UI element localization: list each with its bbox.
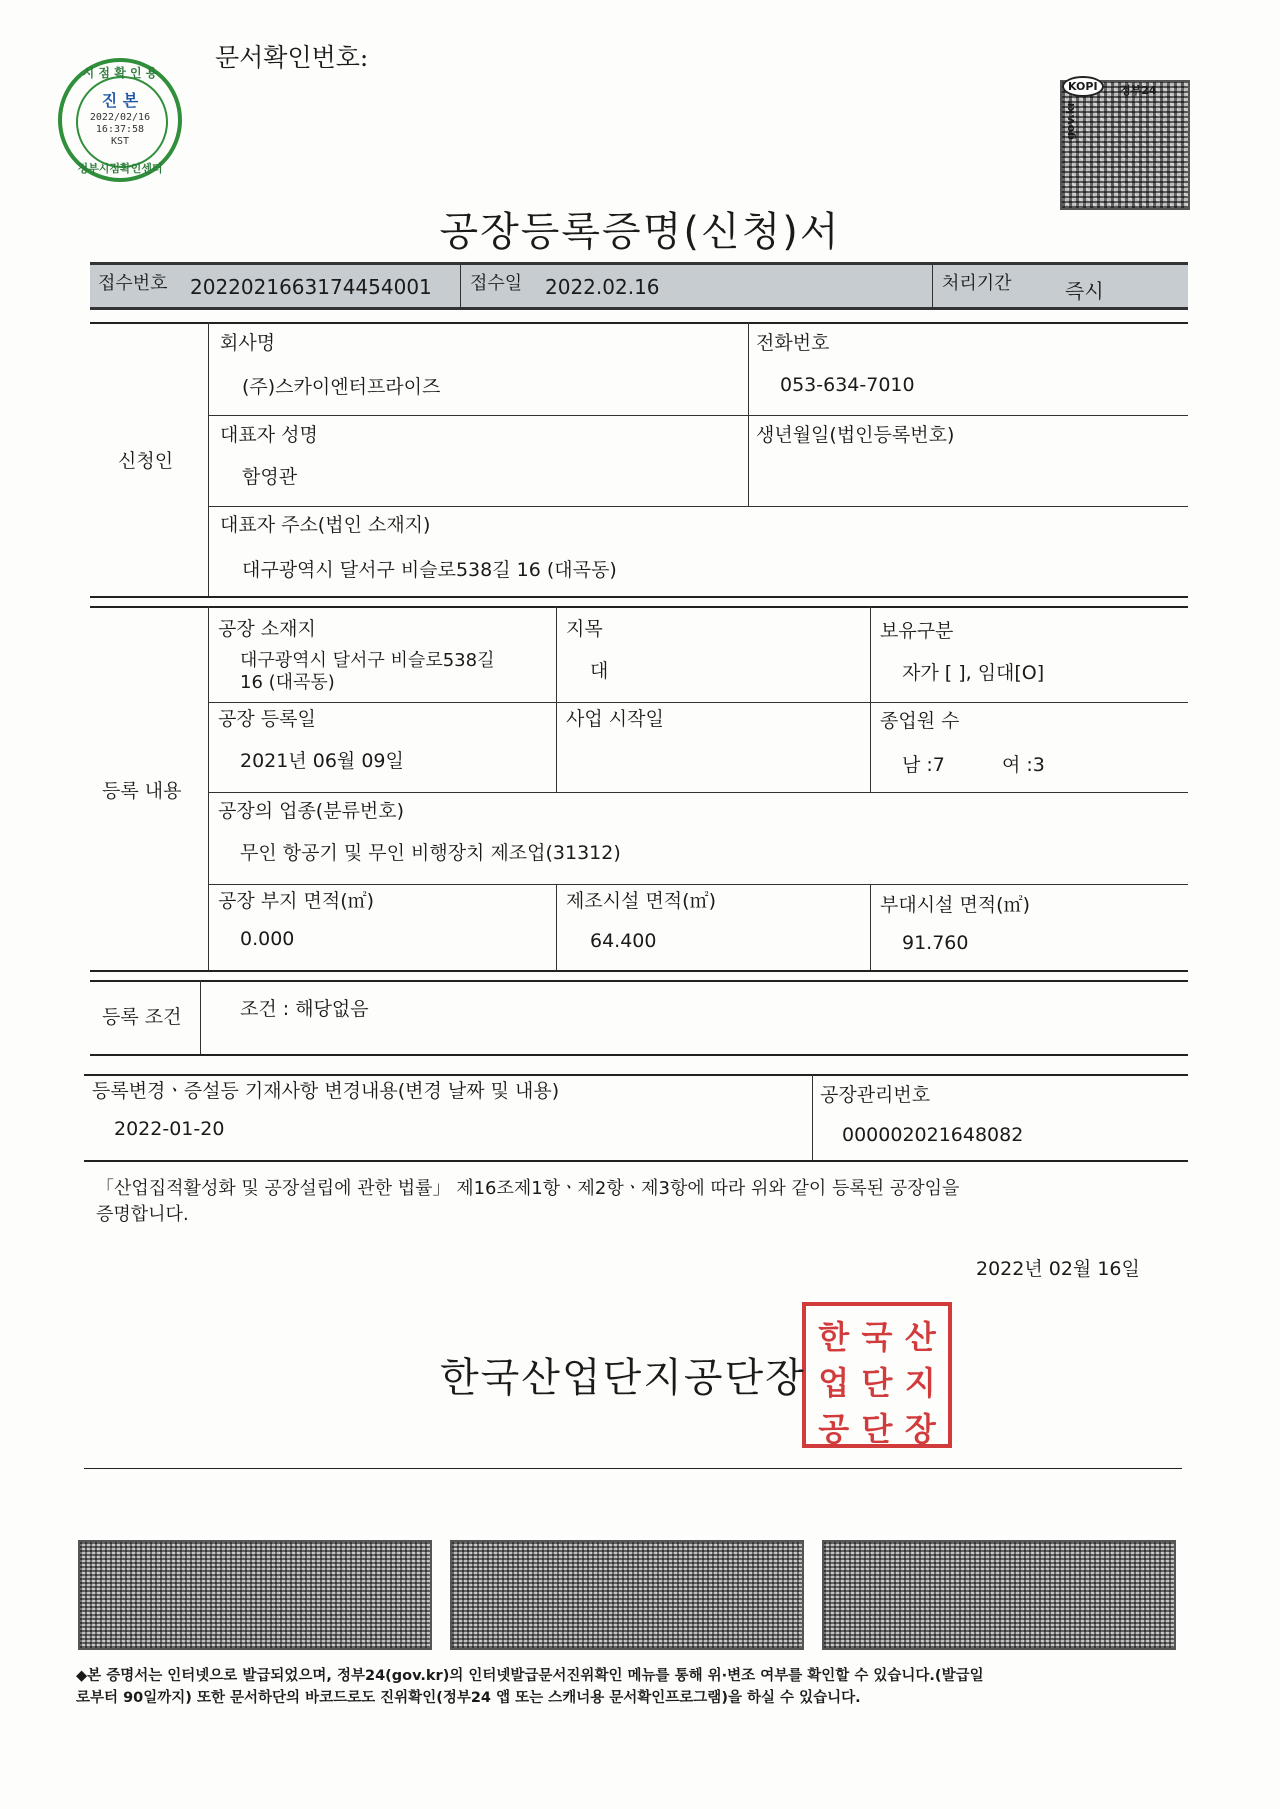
section-border — [90, 606, 1188, 608]
processing-value: 즉시 — [1065, 279, 1104, 303]
seal-char: 단 — [861, 1410, 893, 1448]
divider — [200, 980, 201, 1054]
representative-address-label: 대표자 주소(법인 소재지) — [220, 514, 431, 536]
factory-location-label: 공장 소재지 — [218, 618, 316, 640]
business-start-label: 사업 시작일 — [566, 708, 664, 730]
representative-name-label: 대표자 성명 — [220, 424, 318, 446]
document-barcode-3 — [822, 1540, 1176, 1650]
section-border — [90, 980, 1188, 982]
stamp-datetime — [62, 112, 178, 148]
section-border — [90, 596, 1188, 598]
auxiliary-area-label: 부대시설 면적(㎡) — [880, 894, 1030, 916]
employees-label: 종업원 수 — [880, 710, 960, 732]
govkr-label: gov.kr — [1064, 101, 1077, 140]
manufacturing-area-label: 제조시설 면적(㎡) — [566, 890, 716, 912]
birthdate-label: 생년월일(법인등록번호) — [756, 424, 955, 446]
stamp-time: 16:37:58 — [95, 124, 145, 135]
company-name-label: 회사명 — [220, 332, 276, 354]
representative-address: 대구광역시 달서구 비슬로538길 16 (대곡동) — [242, 559, 617, 581]
receipt-no-label: 접수번호 — [98, 273, 168, 294]
divider — [208, 415, 1188, 416]
processing-label: 처리기간 — [942, 273, 1012, 294]
qr-code — [1060, 80, 1190, 210]
ownership-value: 자가 [ ], 임대[O] — [902, 662, 1045, 684]
registration-date: 2021년 06월 09일 — [240, 750, 404, 772]
registration-section-label: 등록 내용 — [102, 780, 182, 802]
divider — [870, 606, 871, 793]
divider — [812, 1074, 813, 1162]
stamp-top-text: 시 점 확 인 용 — [82, 66, 158, 80]
verification-stamp — [58, 58, 182, 182]
divider — [208, 606, 209, 971]
seal-char: 산 — [904, 1318, 936, 1356]
issue-date: 2022년 02월 16일 — [976, 1258, 1140, 1280]
stamp-tz: KST — [110, 136, 130, 147]
seal-char: 지 — [904, 1364, 936, 1402]
changes-label: 등록변경ㆍ증설등 기재사항 변경내용(변경 날짜 및 내용) — [92, 1080, 560, 1102]
divider — [208, 702, 1188, 703]
issuer-name: 한국산업단지공단장 — [440, 1355, 806, 1401]
divider — [208, 792, 1188, 793]
section-border — [84, 1160, 1188, 1162]
gov24-label: 정부24 — [1120, 84, 1157, 97]
receipt-date-label: 접수일 — [470, 273, 523, 294]
divider — [870, 884, 871, 971]
footer-note-line1: ◆본 증명서는 인터넷으로 발급되었으며, 정부24(gov.kr)의 인터넷발급문서진위확인 메뉴를 통해 위·변조 여부를 확인할 수 있습니다.(발급일 — [76, 1668, 984, 1684]
condition-section-label: 등록 조건 — [102, 1006, 182, 1028]
section-border — [90, 970, 1188, 972]
divider — [556, 884, 557, 971]
divider — [460, 265, 461, 307]
industry-label: 공장의 업종(분류번호) — [218, 800, 405, 822]
factory-management-no: 000002021648082 — [842, 1124, 1024, 1146]
site-area-label: 공장 부지 면적(㎡) — [218, 890, 375, 912]
factory-location-line2: 16 (대곡동) — [240, 672, 335, 693]
certification-statement-line2: 증명합니다. — [96, 1204, 189, 1225]
seal-char: 단 — [861, 1364, 893, 1402]
representative-name: 함영관 — [242, 466, 298, 488]
industry-value: 무인 항공기 및 무인 비행장치 제조업(31312) — [240, 842, 621, 864]
document-barcode-1 — [78, 1540, 432, 1650]
seal-char: 국 — [861, 1318, 893, 1356]
changes-value: 2022-01-20 — [114, 1118, 225, 1140]
section-border — [90, 322, 1188, 324]
divider — [932, 265, 933, 307]
factory-location-line1: 대구광역시 달서구 비슬로538길 — [240, 650, 495, 671]
seal-char: 장 — [904, 1410, 936, 1448]
condition-value: 조건 : 해당없음 — [240, 998, 369, 1020]
ownership-label: 보유구분 — [880, 620, 954, 642]
seal-char: 공 — [818, 1410, 850, 1448]
phone-label: 전화번호 — [756, 332, 830, 354]
divider — [208, 884, 1188, 885]
document-barcode-2 — [450, 1540, 804, 1650]
employees-male: 남 :7 — [902, 754, 945, 776]
land-category: 대 — [590, 660, 609, 682]
manufacturing-area-value: 64.400 — [590, 930, 657, 952]
seal-char: 한 — [818, 1318, 850, 1356]
divider — [556, 606, 557, 793]
footer-note-line2: 로부터 90일까지) 또한 문서하단의 바코드로도 진위확인(정부24 앱 또는 스캐너용 문서확인프로그램)을 하실 수 있습니다. — [76, 1690, 861, 1706]
company-name: (주)스카이엔터프라이즈 — [242, 376, 441, 398]
divider — [208, 322, 209, 597]
official-seal — [802, 1302, 952, 1448]
receipt-date: 2022.02.16 — [545, 275, 660, 299]
auxiliary-area-value: 91.760 — [902, 932, 969, 954]
footer-divider — [84, 1468, 1182, 1469]
seal-char: 업 — [818, 1364, 850, 1402]
receipt-no: 2022021663174454001 — [190, 275, 432, 299]
section-border — [90, 1054, 1188, 1056]
stamp-date: 2022/02/16 — [89, 112, 151, 123]
kopi-logo: KOPI — [1062, 76, 1104, 97]
registration-date-label: 공장 등록일 — [218, 708, 316, 730]
divider — [208, 506, 1188, 507]
site-area-value: 0.000 — [240, 928, 295, 950]
land-category-label: 지목 — [566, 618, 603, 640]
stamp-bottom-text: 정부시점확인센터 — [77, 162, 163, 175]
applicant-section-label: 신청인 — [118, 450, 174, 472]
stamp-label: 진 본 — [101, 91, 139, 110]
certification-statement-line1: 「산업집적활성화 및 공장설립에 관한 법률」 제16조제1항ㆍ제2항ㆍ제3항에 따라 위와 같이 등록된 공장임을 — [96, 1178, 960, 1199]
receipt-header-bar — [90, 262, 1188, 310]
employees-female: 여 :3 — [1002, 754, 1045, 776]
phone-number: 053-634-7010 — [780, 374, 915, 396]
factory-management-no-label: 공장관리번호 — [820, 1084, 931, 1106]
document-check-number-label: 문서확인번호: — [215, 43, 369, 72]
document-title: 공장등록증명(신청)서 — [439, 209, 841, 255]
